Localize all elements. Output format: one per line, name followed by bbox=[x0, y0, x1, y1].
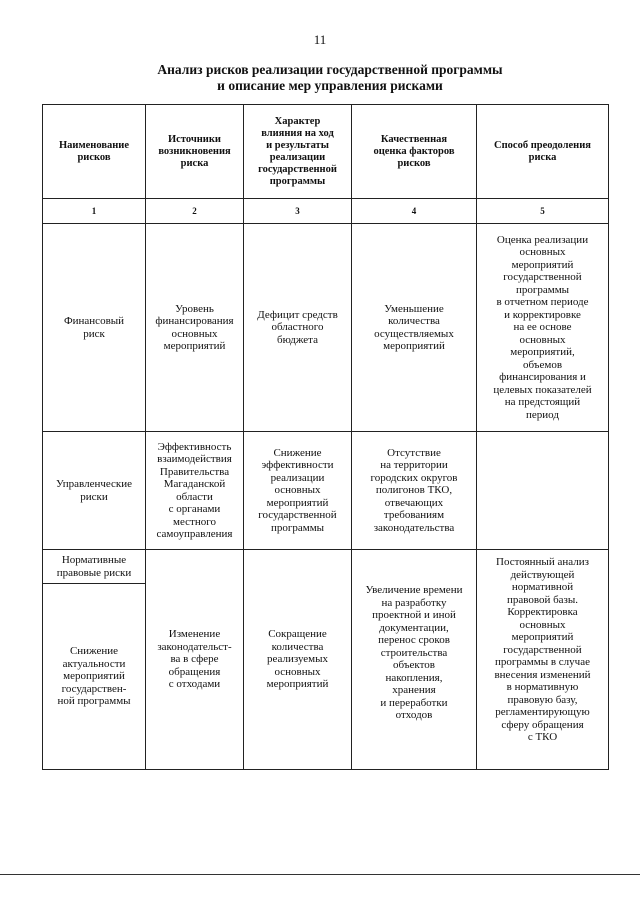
page-title bbox=[60, 62, 600, 94]
management-risk-assessment: Отсутствие на территории городских округов полигонов ТКО, отвечающих требованиям законодательства bbox=[352, 432, 477, 550]
legal-risk-impact: Сокращение количества реализуемых основных мероприятий bbox=[244, 550, 352, 770]
header-risk-source: Источники возникновения риска bbox=[146, 105, 244, 199]
table-row-legal-risk bbox=[43, 550, 609, 584]
column-number: 3 bbox=[244, 199, 352, 224]
page-number: 11 bbox=[313, 32, 327, 47]
title-line-2: и описание мер управления рисками bbox=[217, 78, 443, 93]
financial-risk-name: Финансовый риск bbox=[43, 224, 146, 432]
legal-risk-mitigation: Постоянный анализ действующей нормативной правовой базы. Корректировка основных мероприятий государственной программы в случае внесения изменений в нормативную правовую базу, регламентирующую сферу обращения с ТКО bbox=[477, 550, 609, 770]
header-risk-mitigation: Способ преодоления риска bbox=[477, 105, 609, 199]
header-risk-name: Наименование рисков bbox=[43, 105, 146, 199]
table-row-financial-risk bbox=[43, 224, 609, 432]
program-relevance-risk-name: Снижение актуальности мероприятий государствен- ной программы bbox=[43, 584, 146, 770]
risk-table bbox=[42, 104, 609, 770]
financial-risk-mitigation: Оценка реализации основных мероприятий государственной программы в отчетном периоде и корректировке на ее основе основных мероприятий, объемов финансирования и целевых показателей на предстоящий период bbox=[477, 224, 609, 432]
legal-risk-source: Изменение законодательст- ва в сфере обращения с отходами bbox=[146, 550, 244, 770]
page-bottom-divider bbox=[0, 874, 640, 875]
legal-risk-assessment: Увеличение времени на разработку проектной и иной документации, перенос сроков строительства объектов накопления, хранения и переработки отходов bbox=[352, 550, 477, 770]
column-number: 5 bbox=[477, 199, 609, 224]
header-risk-impact: Характер влияния на ход и результаты реализации государственной программы bbox=[244, 105, 352, 199]
management-risk-impact: Снижение эффективности реализации основных мероприятий государственной программы bbox=[244, 432, 352, 550]
management-risk-mitigation bbox=[477, 432, 609, 550]
title-line-1: Анализ рисков реализации государственной программы bbox=[157, 62, 503, 77]
column-number: 4 bbox=[352, 199, 477, 224]
management-risk-name: Управленческие риски bbox=[43, 432, 146, 550]
financial-risk-source: Уровень финансирования основных мероприятий bbox=[146, 224, 244, 432]
financial-risk-impact: Дефицит средств областного бюджета bbox=[244, 224, 352, 432]
financial-risk-assessment: Уменьшение количества осуществляемых мероприятий bbox=[352, 224, 477, 432]
column-number: 1 bbox=[43, 199, 146, 224]
management-risk-source: Эффективность взаимодействия Правительства Магаданской области с органами местного самоуправления bbox=[146, 432, 244, 550]
legal-risk-name: Нормативные правовые риски bbox=[43, 550, 146, 584]
header-risk-assessment: Качественная оценка факторов рисков bbox=[352, 105, 477, 199]
table-row-management-risk bbox=[43, 432, 609, 550]
column-number-row bbox=[43, 199, 609, 224]
header-row bbox=[43, 105, 609, 199]
column-number: 2 bbox=[146, 199, 244, 224]
